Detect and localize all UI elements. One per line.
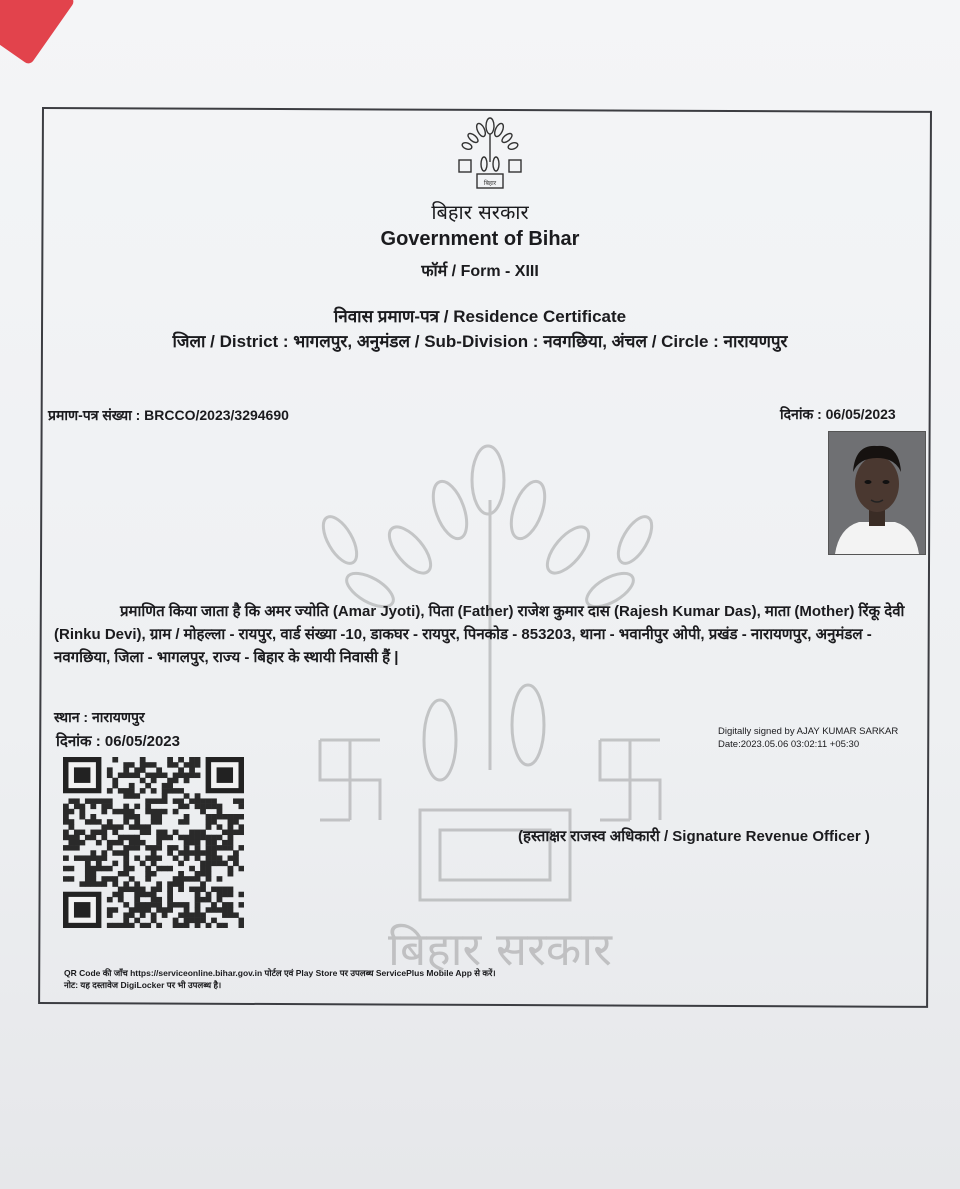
- certificate-number: प्रमाण-पत्र संख्या : BRCCO/2023/3294690: [48, 407, 289, 423]
- digilocker-note: नोट: यह दस्तावेज DigiLocker पर भी उपलब्ध है।: [64, 980, 222, 990]
- svg-text:बिहार: बिहार: [483, 180, 497, 187]
- applicant-photo: [828, 431, 926, 555]
- form-number: फॉर्म / Form - XIII: [421, 263, 539, 280]
- svg-text:बिहार सरकार: बिहार सरकार: [388, 922, 612, 976]
- red-corner-object: [0, 0, 76, 66]
- title-english: Government of Bihar: [380, 228, 580, 250]
- place-label: स्थान : नारायणपुर: [54, 709, 145, 725]
- digital-signature-name: Digitally signed by AJAY KUMAR SARKAR: [718, 726, 899, 737]
- location-line: जिला / District : भागलपुर, अनुमंडल / Sub-Division : नवगछिया, अंचल / Circle : नारायणपुर: [172, 332, 788, 351]
- title-hindi: बिहार सरकार: [431, 200, 529, 224]
- digital-signature-date: Date:2023.05.06 03:02:11 +05:30: [718, 739, 860, 750]
- bihar-emblem-icon: [455, 116, 525, 194]
- certificate-body: प्रमाणित किया जाता है कि अमर ज्योति (Amar Jyoti), पिता (Father) राजेश कुमार दास (Rajesh Kumar Das), माता (Mother) रिंकू देवी (Rinku Devi), ग्राम / मोहल्ला - रायपुर, वार्ड संख्या -10, डाकघर - रायपुर, पिनकोड - 853203, थाना - भवानीपुर ओपी, प्रखंड - नारायणपुर, अनुमंडल - नवगछिया, जिला - भागलपुर, राज्य - बिहार के स्थायी निवासी हैं |: [54, 603, 905, 666]
- watermark-emblem: [300, 440, 700, 980]
- digital-signature: [718, 725, 898, 751]
- issue-date: दिनांक : 06/05/2023: [780, 406, 896, 422]
- signature-officer-label: (हस्ताक्षर राजस्व अधिकारी / Signature Revenue Officer ): [518, 828, 870, 845]
- qr-verification-note: QR Code की जाँच https://serviceonline.bihar.gov.in पोर्टल एवं Play Store पर उपलब्ध ServicePlus Mobile App से करें।: [64, 968, 496, 978]
- certificate-title: निवास प्रमाण-पत्र / Residence Certificate: [333, 307, 627, 326]
- qr-code: [63, 757, 244, 928]
- footer-date: दिनांक : 06/05/2023: [56, 733, 180, 750]
